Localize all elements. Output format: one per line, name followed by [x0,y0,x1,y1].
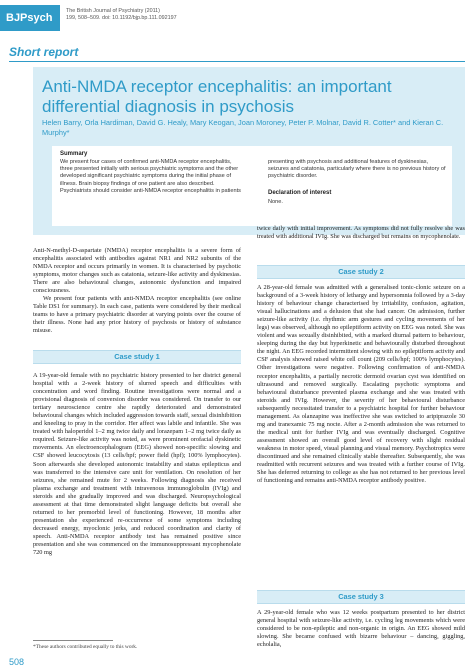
summary-heading: Summary [60,151,88,157]
case-study-1-text [33,372,241,557]
citation-block [66,8,286,22]
continuation-paragraph: twice daily with initial improvement. As symptoms did not fully resolve she was treated with additional IVIg. She was discharged but remains on mycophenolate. [257,225,465,241]
case-study-1-paragraph: A 19-year-old female with no psychiatric history presented to her district general hospital with a 2-week history of slurred speech and difficulties with concentration and word finding. Routine investigations were normal and a provisional diagnosis of conversion disorder was considered. On transfer to our tertiary neuroscience centre she rapidly deteriorated and demonstrated behavioural changes which included aggression towards staff, sexual disinhibition and kneeling to pray in the corridor. Her affect was labile and infantile. She was treated with haloperidol 1–2 mg twice daily and lorazepam 1–2 mg twice daily as required. Seizure-like activity was noted, as were prominent orofacial dyskinetic movements. An electroencephalogram (EEG) showed non-specific slowing and CSF showed leucocytosis (13 cells/hpf; power field (hpf); 100% lymphocytes). Soon afterwards she developed autonomic instability and status epilepticus and was transferred to the intensive care unit for ventilation. On resolution of her seizures, she remained mute for 2 weeks. Following diagnosis she received plasma exchange and treatment with intravenous immunoglobulin (IVIg) and steroids and she gradually improved and was discharged. Neuropsychological assessment at that time demonstrated slight language deficits but overall she returned to her premorbid level of functioning. However, 18 months after presentation she experienced re-occurrence of some symptoms including decreased energy, myoclonic jerks, and reduced coordination and clarity of speech. Anti-NMDA receptor antibody test has remained positive since presentation and she was commenced on the immunosuppressant mycophenolate 720 mg [33,372,241,557]
journal-logo: BJPsych [0,5,60,31]
citation-line-2: 199, 508–509. doi: 10.1192/bjp.bp.111.092197 [66,15,177,21]
article-title: Anti-NMDA receptor encephalitis: an important differential diagnosis in psychosis [42,77,392,116]
page-number: 508 [9,657,25,667]
summary-text-left: We present four cases of confirmed anti-NMDA receptor encephalitis, three presented initially with serious psychiatric symptoms and the other developed significant psychiatric symptoms during the initial phase of illness. Brain biopsy findings of one patient are also described. Psychiatrists should consider anti-NMDA receptor encephalitis in patients [60,159,241,194]
case-study-2-text [257,284,465,485]
case-study-3-paragraph: A 29-year-old female who was 12 weeks postpartum presented to her district general hospital with seizure-like activity, i.e. cycling leg movements which were considered to be non-epileptic and non-organic in origin. An EEG showed mild slowing. She became confused with bizarre behaviour – dancing, giggling, echolalia, [257,609,465,649]
summary-text-right: presenting with psychosis and additional features of dyskinesias, seizures and catatonia, particularly where there is no previous history of psychiatric disorder. [268,159,446,180]
intro-paragraph-2: We present four patients with anti-NMDA receptor encephalitis (see online Table DS1 for summary). In each case, patients were considered by their medical teams to have a primary psychiatric disorder at varying points over the course of their illness. None had any prior history of psychosis or history of substance misuse. [33,295,241,335]
right-continuation [257,225,465,241]
author-list: Helen Barry, Orla Hardiman, David G. Healy, Mary Keogan, Joan Moroney, Peter P. Molnar, David R. Cotter* and Kieran C. Murphy* [42,118,444,137]
footnote-rule [33,640,113,641]
intro-paragraph-1: Anti-N-methyl-D-aspartate (NMDA) receptor encephalitis is a severe form of encephalitis associated with antibodies against NR1 and NR2 subunits of the NMDA receptor and occurs primarily in women. It is characterised by psychotic symptoms, motor changes such as catatonia, seizure-like activity and dyskinesias. There are also behavioural changes, autonomic dysfunction and impaired consciousness. [33,247,241,295]
rubric-divider [9,61,465,62]
footnote: *These authors contributed equally to this work. [33,644,138,650]
article-type-rubric: Short report [9,45,79,59]
case-study-2-paragraph: A 28-year-old female was admitted with a generalised tonic-clonic seizure on a background of a 3-week history of lethargy and hypersomnia followed by a 3-day history of behaviour change characterised by irritability, confusion, agitation, visual hallucinations and a delusion that she had cancer. On admission, further seizure-like activity (i.e. rhythmic arm gestures and cycling movements of her legs) was observed, although no epileptiform activity on EEG was noted. She was violent and was sexually disinhibited, with a marked diurnal pattern to behaviour, sleeping during the day but hyperkinetic and behaviourally disturbed throughout the night. An EEG recorded intermittent slowing with no epileptiform activity and CSF analysis showed raised white cell count (209 cells/hpf; 100% lymphocytes). Other investigations were negative. Following confirmation of anti-NMDA receptor encephalitis, a partially necrotic dermoid ovarian cyst was identified on ultrasound and removed surgically. Escalating psychotic symptoms and behavioural disturbance prevented plasma exchange and she was treated with steroids and IVIg. However, the severity of her behavioural disturbance subsequently necessitated transfer to a psychiatric hospital for further behaviour management. As olanzapine was ineffective she was switched to aripiprazole 30 mg and tranexamic 75 mg nocte. After a 2-month admission she was returned to the medical unit for further IVIg and was eventually discharged. Cognitive assessment showed an overall good level of recovery with slight residual weakness in motor speed, visual planning and visual memory. Psychotropics were discontinued and she remained clinically stable thereafter. Subsequently, she was readmitted with recurrent seizures and was treated with a further course of IVIg. She has deferred returning to college as she has not returned to her previous level of functioning and remains anti-NMDA receptor antibody positive. [257,284,465,485]
case-study-1-heading: Case study 1 [33,350,241,364]
case-study-3-text [257,609,465,649]
declaration-heading: Declaration of interest [268,190,332,196]
case-study-2-heading: Case study 2 [257,265,465,279]
declaration-text: None. [268,199,283,205]
case-study-3-heading: Case study 3 [257,590,465,604]
intro-text [33,247,241,336]
citation-line-1: The British Journal of Psychiatry (2011) [66,8,160,14]
